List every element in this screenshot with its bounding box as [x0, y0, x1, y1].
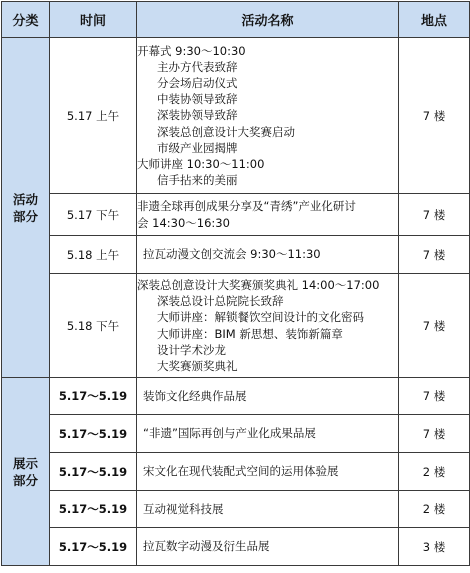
activity-cell	[137, 38, 399, 194]
time-cell: 5.18 上午	[50, 236, 137, 274]
activity-cell	[137, 194, 399, 236]
time-cell: 5.17 下午	[50, 194, 137, 236]
table-row	[2, 491, 470, 528]
activity-line: 深装协领导致辞	[157, 108, 238, 123]
activity-cell: 拉瓦动漫文创交流会 9:30～11:30	[137, 236, 399, 274]
header-location: 地点	[399, 2, 470, 38]
table-row	[2, 274, 470, 378]
category-line: 展示	[12, 455, 38, 471]
time-cell: 5.18 下午	[50, 274, 137, 378]
activity-cell	[137, 274, 399, 378]
location-cell: 7 楼	[399, 378, 470, 415]
activity-line: 开幕式 9:30～10:30	[137, 43, 246, 58]
category-cell-activities	[2, 38, 50, 378]
activity-cell: 互动视觉科技展	[137, 491, 399, 528]
location-cell: 7 楼	[399, 415, 470, 453]
schedule-table	[1, 1, 470, 566]
activity-line: 设计学术沙龙	[157, 342, 226, 357]
activity-line: 大师讲座：解锁餐饮空间设计的文化密码	[157, 310, 364, 325]
activity-cell: 拉瓦数字动漫及衍生品展	[137, 528, 399, 566]
category-cell-exhibitions	[2, 378, 50, 566]
activity-line: 深装总设计总院院长致辞	[157, 294, 284, 309]
time-cell: 5.17 上午	[50, 38, 137, 194]
header-activity: 活动名称	[137, 2, 399, 38]
time-cell: 5.17～5.19	[50, 528, 137, 566]
header-category: 分类	[2, 2, 50, 38]
activity-line: 会 14:30～16:30	[137, 215, 230, 230]
location-cell: 7 楼	[399, 236, 470, 274]
location-cell: 7 楼	[399, 38, 470, 194]
location-cell: 3 楼	[399, 528, 470, 566]
header-time: 时间	[50, 2, 137, 38]
time-cell: 5.17～5.19	[50, 415, 137, 453]
table-row	[2, 194, 470, 236]
activity-line: 大师讲座：BIM 新思想、装饰新篇章	[157, 326, 343, 341]
table-row	[2, 236, 470, 274]
activity-line: 市级产业园揭牌	[157, 140, 238, 155]
activity-line: 非遗全球再创成果分享及“青绣”产业化研讨	[137, 199, 356, 214]
category-line: 部分	[12, 472, 38, 488]
table-row	[2, 378, 470, 415]
table-row	[2, 453, 470, 491]
location-cell: 7 楼	[399, 194, 470, 236]
activity-cell: 装饰文化经典作品展	[137, 378, 399, 415]
activity-cell: 宋文化在现代装配式空间的运用体验展	[137, 453, 399, 491]
table-row	[2, 528, 470, 566]
activity-line: 信手拈来的美丽	[157, 173, 238, 188]
location-cell: 2 楼	[399, 491, 470, 528]
activity-line: 中装协领导致辞	[157, 92, 238, 107]
activity-line: 分会场启动仪式	[157, 75, 238, 90]
location-cell: 2 楼	[399, 453, 470, 491]
location-cell: 7 楼	[399, 274, 470, 378]
time-cell: 5.17～5.19	[50, 491, 137, 528]
activity-line: 深装总创意设计大奖赛启动	[157, 124, 295, 139]
activity-line: 大师讲座 10:30～11:00	[137, 157, 265, 171]
category-line: 活动	[12, 191, 38, 207]
time-cell: 5.17～5.19	[50, 453, 137, 491]
header-row	[2, 2, 470, 38]
activity-line: 深装总创意设计大奖赛颁奖典礼 14:00～17:00	[137, 277, 380, 292]
category-line: 部分	[12, 208, 38, 224]
table-row	[2, 415, 470, 453]
activity-cell: “非遗”国际再创与产业化成果品展	[137, 415, 399, 453]
time-cell: 5.17～5.19	[50, 378, 137, 415]
table-row	[2, 38, 470, 194]
activity-line: 大奖赛颁奖典礼	[157, 358, 238, 373]
activity-line: 主办方代表致辞	[157, 59, 238, 74]
